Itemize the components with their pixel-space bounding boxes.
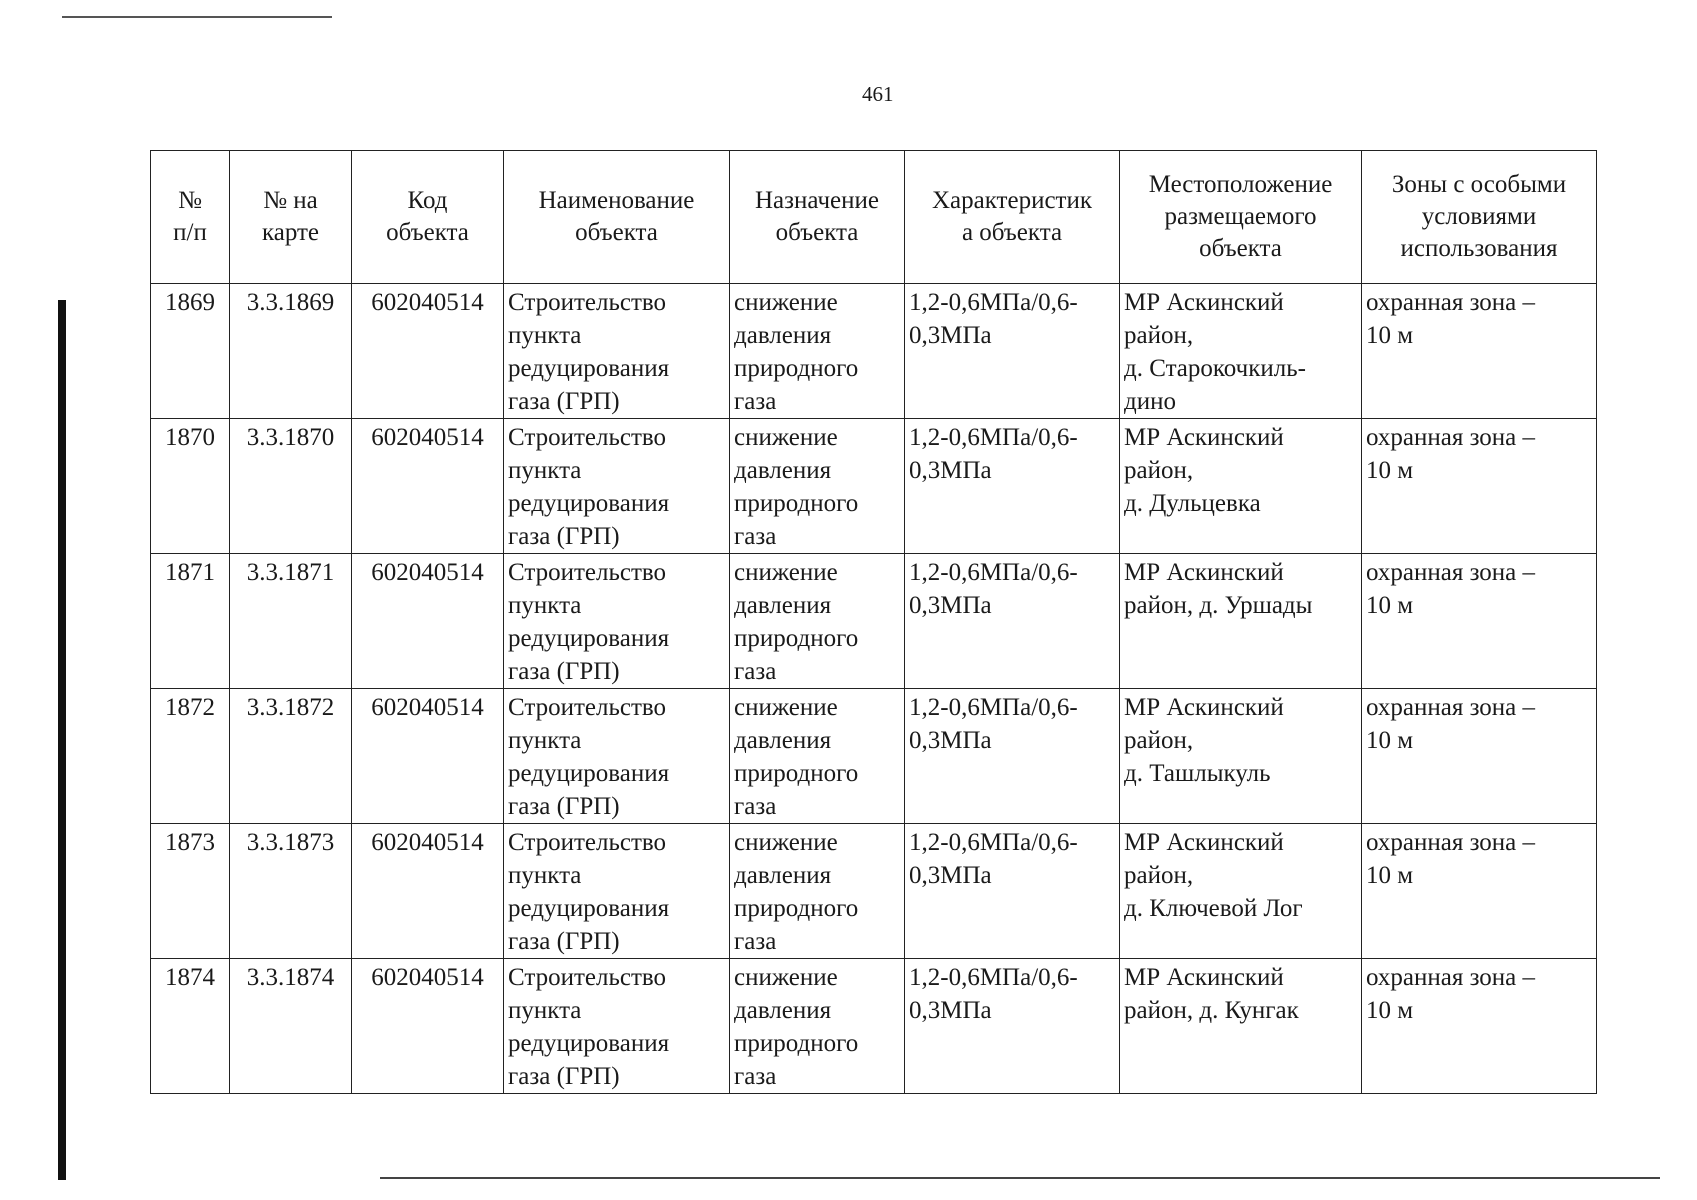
cell-row-number: 1871 xyxy=(151,554,230,689)
cell-object-location: МР Аскинский район, д. Дульцевка xyxy=(1120,419,1362,554)
header-object-name: Наименование объекта xyxy=(504,151,730,284)
cell-object-name: Строительство пункта редуцирования газа (ГРП) xyxy=(504,554,730,689)
cell-row-number: 1873 xyxy=(151,824,230,959)
header-map-number: № на карте xyxy=(230,151,352,284)
table-row xyxy=(151,959,1597,1094)
cell-map-number: 3.3.1872 xyxy=(230,689,352,824)
cell-object-characteristic: 1,2-0,6МПа/0,6- 0,3МПа xyxy=(905,959,1120,1094)
cell-object-code: 602040514 xyxy=(352,824,504,959)
cell-object-location: МР Аскинский район, д. Ташлыкуль xyxy=(1120,689,1362,824)
cell-object-code: 602040514 xyxy=(352,959,504,1094)
table-row xyxy=(151,824,1597,959)
cell-object-purpose: снижение давления природного газа xyxy=(730,554,905,689)
cell-row-number: 1870 xyxy=(151,419,230,554)
cell-object-name: Строительство пункта редуцирования газа (ГРП) xyxy=(504,419,730,554)
cell-special-zone: охранная зона – 10 м xyxy=(1362,554,1597,689)
cell-object-code: 602040514 xyxy=(352,419,504,554)
header-special-zones: Зоны с особыми условиями использования xyxy=(1362,151,1597,284)
cell-object-code: 602040514 xyxy=(352,689,504,824)
cell-map-number: 3.3.1870 xyxy=(230,419,352,554)
cell-object-characteristic: 1,2-0,6МПа/0,6- 0,3МПа xyxy=(905,824,1120,959)
cell-object-characteristic: 1,2-0,6МПа/0,6- 0,3МПа xyxy=(905,284,1120,419)
cell-object-location: МР Аскинский район, д. Старокочкиль- дино xyxy=(1120,284,1362,419)
cell-object-purpose: снижение давления природного газа xyxy=(730,284,905,419)
cell-special-zone: охранная зона – 10 м xyxy=(1362,824,1597,959)
cell-object-code: 602040514 xyxy=(352,554,504,689)
cell-map-number: 3.3.1869 xyxy=(230,284,352,419)
table-row xyxy=(151,689,1597,824)
scan-edge-line-top xyxy=(62,16,332,18)
cell-object-location: МР Аскинский район, д. Ключевой Лог xyxy=(1120,824,1362,959)
cell-object-purpose: снижение давления природного газа xyxy=(730,419,905,554)
cell-row-number: 1872 xyxy=(151,689,230,824)
cell-object-name: Строительство пункта редуцирования газа (ГРП) xyxy=(504,959,730,1094)
header-object-code: Код объекта xyxy=(352,151,504,284)
cell-map-number: 3.3.1871 xyxy=(230,554,352,689)
cell-object-purpose: снижение давления природного газа xyxy=(730,689,905,824)
cell-map-number: 3.3.1874 xyxy=(230,959,352,1094)
cell-object-code: 602040514 xyxy=(352,284,504,419)
scan-edge-bar-left xyxy=(58,300,66,1180)
cell-object-characteristic: 1,2-0,6МПа/0,6- 0,3МПа xyxy=(905,689,1120,824)
header-object-location: Местоположение размещаемого объекта xyxy=(1120,151,1362,284)
cell-special-zone: охранная зона – 10 м xyxy=(1362,689,1597,824)
header-object-characteristic: Характеристик а объекта xyxy=(905,151,1120,284)
cell-special-zone: охранная зона – 10 м xyxy=(1362,419,1597,554)
cell-map-number: 3.3.1873 xyxy=(230,824,352,959)
table-row xyxy=(151,419,1597,554)
cell-object-characteristic: 1,2-0,6МПа/0,6- 0,3МПа xyxy=(905,554,1120,689)
cell-special-zone: охранная зона – 10 м xyxy=(1362,284,1597,419)
cell-row-number: 1874 xyxy=(151,959,230,1094)
cell-object-name: Строительство пункта редуцирования газа (ГРП) xyxy=(504,689,730,824)
cell-object-purpose: снижение давления природного газа xyxy=(730,959,905,1094)
cell-object-name: Строительство пункта редуцирования газа (ГРП) xyxy=(504,824,730,959)
page-number: 461 xyxy=(862,82,894,106)
cell-object-characteristic: 1,2-0,6МПа/0,6- 0,3МПа xyxy=(905,419,1120,554)
cell-object-name: Строительство пункта редуцирования газа (ГРП) xyxy=(504,284,730,419)
scan-edge-line-bottom xyxy=(380,1177,1660,1179)
cell-special-zone: охранная зона – 10 м xyxy=(1362,959,1597,1094)
table-row xyxy=(151,284,1597,419)
cell-row-number: 1869 xyxy=(151,284,230,419)
table-body xyxy=(151,284,1597,1094)
table-header-row xyxy=(151,151,1597,284)
cell-object-purpose: снижение давления природного газа xyxy=(730,824,905,959)
cell-object-location: МР Аскинский район, д. Уршады xyxy=(1120,554,1362,689)
header-object-purpose: Назначение объекта xyxy=(730,151,905,284)
header-row-number: № п/п xyxy=(151,151,230,284)
cell-object-location: МР Аскинский район, д. Кунгак xyxy=(1120,959,1362,1094)
table-row xyxy=(151,554,1597,689)
objects-table xyxy=(150,150,1597,1094)
